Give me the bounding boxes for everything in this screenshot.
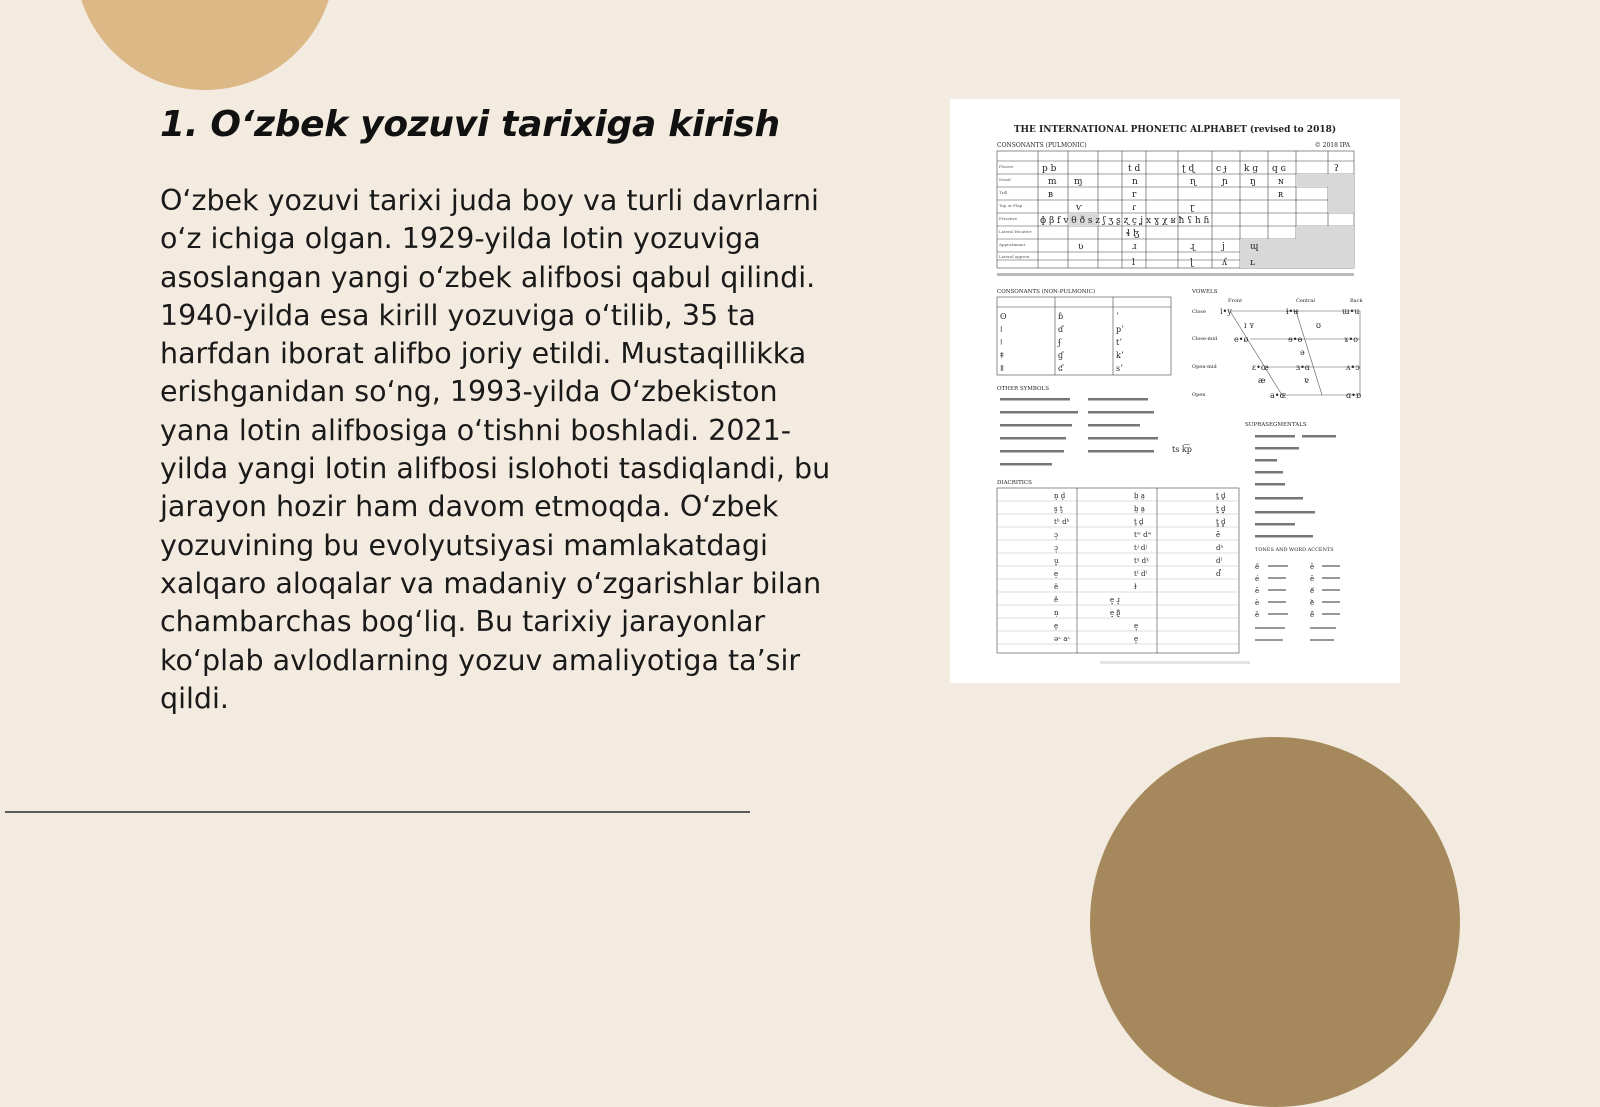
svg-text:ǃ: ǃ xyxy=(1000,338,1003,347)
svg-text:e̞ β̞: e̞ β̞ xyxy=(1110,609,1121,617)
svg-text:ɸ β f v θ ð s z ʃ ʒ ʂ ʐ ç ʝ x: ɸ β f v θ ð s z ʃ ʒ ʂ ʐ ç ʝ x ɣ χ ʁ ħ ʕ h ɦ xyxy=(1040,216,1210,226)
svg-text:Close-mid: Close-mid xyxy=(1192,336,1218,342)
svg-text:tʼ: tʼ xyxy=(1116,338,1122,347)
svg-text:j: j xyxy=(1222,242,1225,252)
svg-text:ɐ: ɐ xyxy=(1304,376,1309,385)
svg-text:ɻ: ɻ xyxy=(1190,242,1195,252)
svg-text:e̘: e̘ xyxy=(1134,622,1139,630)
svg-text:tʷ dʷ: tʷ dʷ xyxy=(1134,531,1152,539)
svg-text:s̬ t̬: s̬ t̬ xyxy=(1054,505,1063,513)
svg-text:Lateral fricative: Lateral fricative xyxy=(999,229,1032,234)
ipa-section-diacritics: DIACRITICS xyxy=(997,480,1032,486)
svg-text:e̙: e̙ xyxy=(1134,635,1139,643)
svg-text:pʼ: pʼ xyxy=(1116,325,1124,334)
svg-text:e•ø: e•ø xyxy=(1234,335,1249,344)
svg-text:Lateral approx.: Lateral approx. xyxy=(999,254,1031,259)
svg-text:ɴ: ɴ xyxy=(1278,177,1284,187)
svg-text:ʈ ɖ: ʈ ɖ xyxy=(1182,164,1195,174)
svg-text:ɤ•o: ɤ•o xyxy=(1344,335,1359,344)
svg-text:e̝ ɹ̝: e̝ ɹ̝ xyxy=(1110,596,1120,604)
svg-text:e᷄: e᷄ xyxy=(1310,587,1315,595)
svg-text:Tap or Flap: Tap or Flap xyxy=(999,203,1023,208)
svg-text:e̽: e̽ xyxy=(1054,596,1059,604)
svg-text:ɗ: ɗ xyxy=(1058,325,1064,334)
svg-text:Trill: Trill xyxy=(999,190,1008,195)
svg-text:sʼ: sʼ xyxy=(1116,364,1123,373)
svg-text:ɾ: ɾ xyxy=(1132,203,1137,213)
svg-text:ⱱ: ⱱ xyxy=(1076,203,1082,213)
svg-text:Open-mid: Open-mid xyxy=(1192,364,1217,370)
svg-text:c ɟ: c ɟ xyxy=(1216,164,1227,174)
ipa-section-non-pulmonic: CONSONANTS (NON-PULMONIC) xyxy=(997,289,1096,295)
svg-text:ʙ: ʙ xyxy=(1048,190,1054,200)
svg-text:t̺ d̺: t̺ d̺ xyxy=(1216,505,1226,513)
svg-text:ɨ•ʉ: ɨ•ʉ xyxy=(1286,307,1299,316)
svg-text:r: r xyxy=(1132,190,1137,200)
svg-text:t̪ d̪: t̪ d̪ xyxy=(1216,492,1226,500)
svg-text:i•y: i•y xyxy=(1220,307,1232,316)
svg-text:dⁿ: dⁿ xyxy=(1216,544,1224,552)
svg-text:ǂ: ǂ xyxy=(1000,351,1004,360)
svg-text:Fricative: Fricative xyxy=(999,216,1018,221)
svg-text:ǀ: ǀ xyxy=(1000,325,1003,334)
svg-text:ɔ̹: ɔ̹ xyxy=(1054,531,1058,539)
svg-text:tˠ dˠ: tˠ dˠ xyxy=(1134,557,1149,565)
ipa-chart-image xyxy=(950,99,1400,683)
svg-text:ɬ ɮ: ɬ ɮ xyxy=(1126,229,1140,239)
svg-text:kʼ: kʼ xyxy=(1116,351,1124,360)
svg-text:ɯ•u: ɯ•u xyxy=(1342,307,1360,316)
svg-text:ē: ē xyxy=(1255,587,1260,595)
svg-text:ɜ•ɞ: ɜ•ɞ xyxy=(1296,363,1310,372)
svg-text:ɑ•ɒ: ɑ•ɒ xyxy=(1346,391,1361,400)
svg-text:ẽ: ẽ xyxy=(1216,531,1221,539)
ipa-section-suprasegmentals: SUPRASEGMENTALS xyxy=(1245,422,1307,428)
svg-text:n̩: n̩ xyxy=(1054,609,1059,617)
svg-text:ə: ə xyxy=(1300,348,1305,357)
svg-text:p b: p b xyxy=(1042,164,1057,174)
svg-text:b̰ a̰: b̰ a̰ xyxy=(1134,505,1145,513)
svg-text:q ɢ: q ɢ xyxy=(1272,164,1286,174)
svg-text:ɓ: ɓ xyxy=(1058,312,1064,321)
svg-text:d̚: d̚ xyxy=(1216,570,1221,578)
svg-text:n̥ d̥: n̥ d̥ xyxy=(1054,492,1066,500)
svg-text:ʀ: ʀ xyxy=(1278,190,1284,200)
svg-text:Close: Close xyxy=(1192,309,1206,315)
svg-text:e̋: e̋ xyxy=(1255,563,1260,571)
svg-text:Approximant: Approximant xyxy=(999,242,1026,247)
svg-text:ɛ•œ: ɛ•œ xyxy=(1252,363,1269,372)
slide-title: 1. O‘zbek yozuvi tarixiga kirish xyxy=(160,104,780,145)
ipa-section-tones: TONES AND WORD ACCENTS xyxy=(1255,547,1334,553)
ipa-section-other: OTHER SYMBOLS xyxy=(997,386,1049,392)
svg-text:k ɡ: k ɡ xyxy=(1244,164,1259,174)
svg-text:n: n xyxy=(1132,177,1138,187)
svg-text:ʟ: ʟ xyxy=(1250,258,1255,268)
svg-text:ë: ë xyxy=(1054,583,1059,591)
svg-text:tˤ dˤ: tˤ dˤ xyxy=(1134,570,1148,578)
svg-text:t̼ d̼: t̼ d̼ xyxy=(1134,518,1144,526)
svg-text:dˡ: dˡ xyxy=(1216,557,1223,565)
svg-text:ʎ: ʎ xyxy=(1222,258,1228,268)
svg-text:e᷅: e᷅ xyxy=(1310,599,1315,607)
svg-text:ŋ: ŋ xyxy=(1250,177,1256,187)
ipa-copyright: © 2018 IPA xyxy=(1314,142,1350,149)
decorative-circle-bottom xyxy=(1090,737,1460,1107)
svg-text:ʊ: ʊ xyxy=(1316,321,1321,330)
svg-text:e̯: e̯ xyxy=(1054,622,1059,630)
svg-text:ɘ•ɵ: ɘ•ɵ xyxy=(1288,335,1303,344)
svg-text:ɹ: ɹ xyxy=(1132,242,1137,252)
svg-text:ʌ•ɔ: ʌ•ɔ xyxy=(1346,363,1360,372)
svg-text:ɪ ʏ: ɪ ʏ xyxy=(1244,321,1255,330)
decorative-circle-top xyxy=(75,0,335,90)
svg-text:ɫ: ɫ xyxy=(1134,583,1137,591)
svg-text:tʰ dʰ: tʰ dʰ xyxy=(1054,518,1070,526)
svg-text:ȅ: ȅ xyxy=(1255,611,1260,619)
svg-text:ə˞ a˞: ə˞ a˞ xyxy=(1054,635,1071,643)
svg-text:è: è xyxy=(1255,599,1260,607)
svg-text:é: é xyxy=(1255,575,1260,583)
svg-text:m: m xyxy=(1048,177,1057,187)
svg-text:ʔ: ʔ xyxy=(1334,164,1339,174)
svg-text:ɭ: ɭ xyxy=(1190,258,1194,268)
svg-text:ʄ: ʄ xyxy=(1058,338,1061,347)
svg-text:Front: Front xyxy=(1228,298,1243,304)
svg-text:æ: æ xyxy=(1258,376,1266,385)
svg-text:ɔ̜: ɔ̜ xyxy=(1054,544,1058,552)
svg-text:t d: t d xyxy=(1128,164,1141,174)
svg-text:ê: ê xyxy=(1310,575,1315,583)
svg-text:u̟: u̟ xyxy=(1054,557,1059,565)
svg-text:Back: Back xyxy=(1350,298,1363,304)
ipa-section-vowels: VOWELS xyxy=(1192,289,1218,295)
divider-line xyxy=(5,811,750,813)
svg-text:ɠ: ɠ xyxy=(1058,351,1064,360)
svg-text:l: l xyxy=(1132,258,1135,268)
svg-text:ě: ě xyxy=(1310,563,1315,571)
svg-text:Open: Open xyxy=(1192,392,1206,398)
svg-text:e̠: e̠ xyxy=(1054,570,1059,578)
svg-text:b̤ a̤: b̤ a̤ xyxy=(1134,492,1145,500)
svg-text:ʘ: ʘ xyxy=(1000,312,1007,321)
svg-text:e᷈: e᷈ xyxy=(1310,611,1315,619)
svg-text:ɳ: ɳ xyxy=(1190,177,1197,187)
svg-text:ɽ: ɽ xyxy=(1190,203,1195,213)
svg-text:ɰ: ɰ xyxy=(1250,242,1259,252)
svg-text:ʛ: ʛ xyxy=(1058,364,1064,373)
svg-text:ʋ: ʋ xyxy=(1078,242,1084,252)
svg-text:Plosive: Plosive xyxy=(999,164,1014,169)
svg-text:ʼ: ʼ xyxy=(1116,312,1119,321)
ipa-section-pulmonic: CONSONANTS (PULMONIC) xyxy=(997,142,1087,149)
svg-text:ǁ: ǁ xyxy=(1000,364,1004,373)
svg-text:ts k͡p: ts k͡p xyxy=(1172,445,1192,454)
svg-text:t̻ d̻: t̻ d̻ xyxy=(1216,518,1226,526)
slide-body-text: O‘zbek yozuvi tarixi juda boy va turli davrlarni o‘z ichiga olgan. 1929-yilda lotin yozuviga asoslangan yangi o‘zbek alifbosi qabul qilindi. 1940-yilda esa kirill yozuviga o‘tilib, 35 ta harfdan iborat alifbo joriy etildi. Mustaqillikka erishganidan so‘ng, 1993-yilda O‘zbekiston yana lotin alifbosiga o‘tishni boshladi. 2021-yilda yangi lotin alifbosi islohoti tasdiqlandi, bu jarayon hozir ham davom etmoqda. O‘zbek yozuvining bu evolyutsiyasi mamlakatdagi xalqaro aloqalar va madaniy o‘zgarishlar bilan chambarchas bog‘liq. Bu tarixiy jarayonlar ko‘plab avlodlarning yozuv amaliyotiga ta’sir qildi. xyxy=(160,184,831,715)
svg-text:ɱ: ɱ xyxy=(1074,177,1083,187)
svg-text:ɲ: ɲ xyxy=(1222,177,1228,187)
svg-text:tʲ dʲ: tʲ dʲ xyxy=(1134,544,1148,552)
svg-text:Nasal: Nasal xyxy=(999,177,1011,182)
svg-text:Central: Central xyxy=(1296,298,1315,304)
svg-text:a•ɶ: a•ɶ xyxy=(1270,391,1286,400)
ipa-chart-title: THE INTERNATIONAL PHONETIC ALPHABET (revised to 2018) xyxy=(1013,125,1337,135)
